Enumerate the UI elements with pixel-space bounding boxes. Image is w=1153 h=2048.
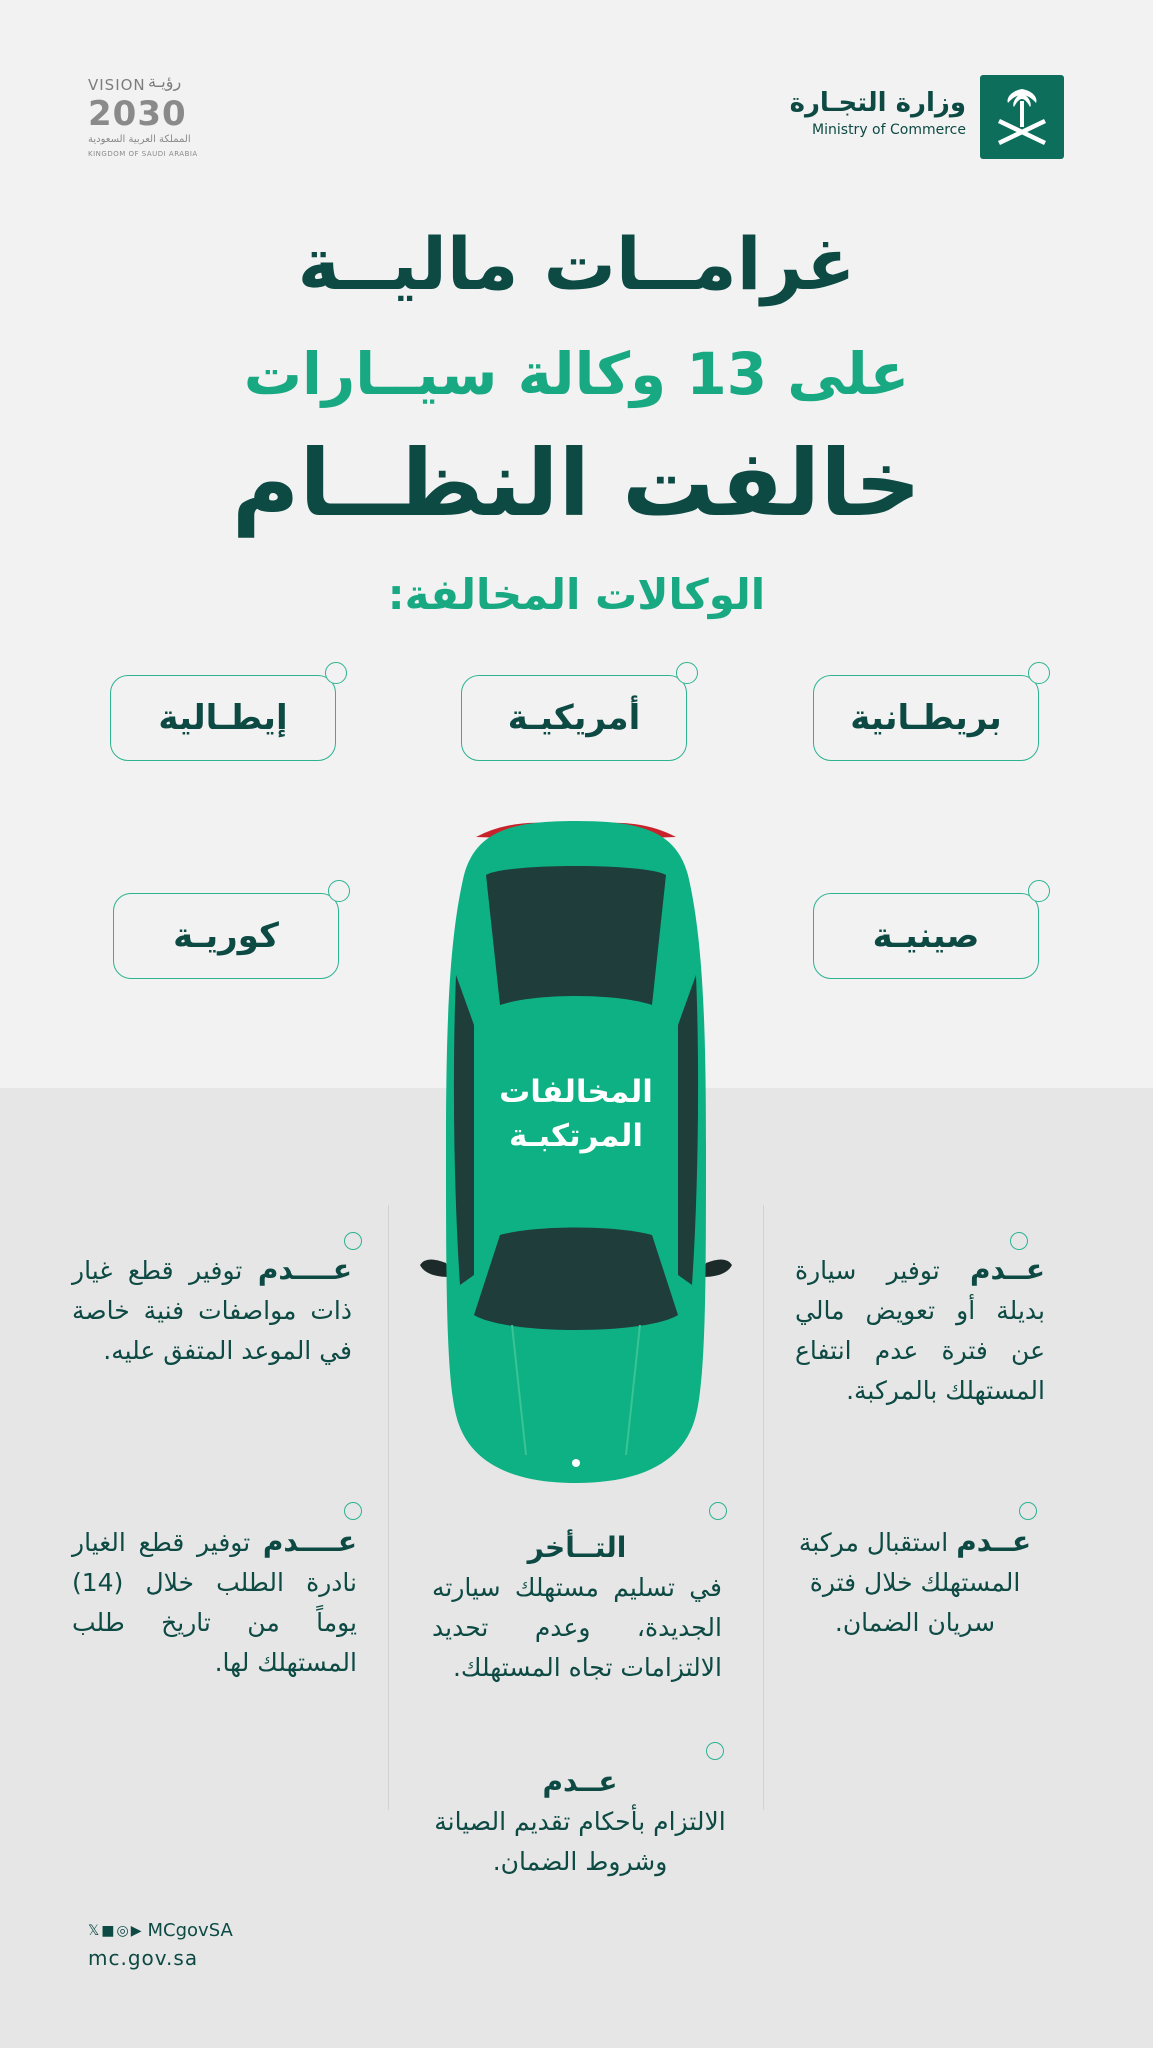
agency-chip-label: بريطـانية: [850, 698, 1002, 738]
youtube-icon[interactable]: ▶: [130, 1922, 144, 1939]
x-icon[interactable]: 𝕏: [88, 1922, 102, 1939]
title-financial-fines: غرامــات ماليــة: [297, 222, 856, 306]
violation-circle-icon: [1010, 1232, 1028, 1250]
violation-text: استقبال مركبة المستهلك خلال فترة سريان الضمان.: [798, 1528, 1021, 1637]
column-divider-left: [388, 1205, 389, 1810]
agency-chip-chinese: [813, 893, 1039, 979]
vision-label-arabic: رؤيـة: [148, 72, 182, 91]
chip-circle-icon: [676, 662, 698, 684]
chip-circle-icon: [1028, 662, 1050, 684]
violation-key: عــدم: [542, 1765, 618, 1798]
violation-item: [790, 1522, 1040, 1643]
social-links: [88, 1920, 233, 1941]
agency-chip-american: [461, 675, 687, 761]
chip-circle-icon: [328, 880, 350, 902]
agency-chip-label: كوريـة: [173, 916, 279, 956]
car-label-line2: المرتكبـة: [508, 1118, 644, 1154]
ministry-name-english: Ministry of Commerce: [812, 122, 966, 138]
violation-text: توفير قطع الغيار نادرة الطلب خلال (14) يوماً من تاريخ طلب المستهلك لها.: [72, 1528, 357, 1677]
title-violated-system: خالفت النظــام: [231, 430, 922, 537]
violation-item: [795, 1250, 1045, 1411]
vision-2030-logo: 2030: [88, 94, 187, 134]
violation-key: عــدم: [970, 1253, 1045, 1286]
social-icons: [88, 1923, 144, 1939]
violation-text: توفير قطع غيار ذات مواصفات فنية خاصة في الموعد المتفق عليه.: [72, 1256, 352, 1365]
violation-circle-icon: [344, 1502, 362, 1520]
ministry-name-arabic: وزارة التجـارة: [789, 88, 966, 118]
agency-chip-label: صينيـة: [872, 916, 980, 956]
violation-key: التــأخر: [527, 1531, 627, 1564]
website-link[interactable]: mc.gov.sa: [88, 1946, 199, 1970]
violation-key: عــــدم: [257, 1253, 352, 1286]
agency-chip-british: [813, 675, 1039, 761]
agency-chip-label: إيطـالية: [158, 698, 288, 738]
instagram-icon[interactable]: ◎: [116, 1922, 131, 1939]
vision-kingdom-arabic: المملكة العربية السعودية: [88, 134, 191, 145]
social-handle[interactable]: MCgovSA: [147, 1920, 233, 1941]
chip-circle-icon: [1028, 880, 1050, 902]
violation-item: [72, 1250, 352, 1371]
violation-text: في تسليم مستهلك سيارته الجديدة، وعدم تحديد الالتزامات تجاه المستهلك.: [432, 1573, 722, 1682]
violation-text: الالتزام بأحكام تقديم الصيانة وشروط الضمان.: [434, 1807, 726, 1876]
agency-chip-label: أمريكيـة: [507, 698, 641, 738]
facebook-icon[interactable]: ■: [101, 1922, 117, 1939]
violation-item: [432, 1528, 722, 1688]
column-divider-right: [763, 1205, 764, 1810]
violation-circle-icon: [344, 1232, 362, 1250]
agency-chip-italian: [110, 675, 336, 761]
violation-text: توفير سيارة بديلة أو تعويض مالي عن فترة عدم انتفاع المستهلك بالمركبة.: [795, 1256, 1045, 1405]
violation-key: عــدم: [956, 1525, 1032, 1558]
agency-chip-korean: [113, 893, 339, 979]
title-car-agencies: على 13 وكالة سيــارات: [243, 340, 910, 408]
vision-kingdom-english: KINGDOM OF SAUDI ARABIA: [88, 150, 198, 158]
chip-circle-icon: [325, 662, 347, 684]
violation-circle-icon: [1019, 1502, 1037, 1520]
agencies-heading: الوكالات المخالفة:: [387, 570, 766, 619]
car-label: [476, 1070, 676, 1158]
violation-circle-icon: [709, 1502, 727, 1520]
violation-key: عــــدم: [262, 1525, 357, 1558]
vision-label: VISION: [88, 76, 146, 94]
violation-circle-icon: [706, 1742, 724, 1760]
car-label-line1: المخالفات: [499, 1074, 653, 1110]
ministry-emblem-icon: [980, 75, 1064, 159]
violation-item: [72, 1522, 357, 1683]
violation-item: [420, 1762, 740, 1882]
